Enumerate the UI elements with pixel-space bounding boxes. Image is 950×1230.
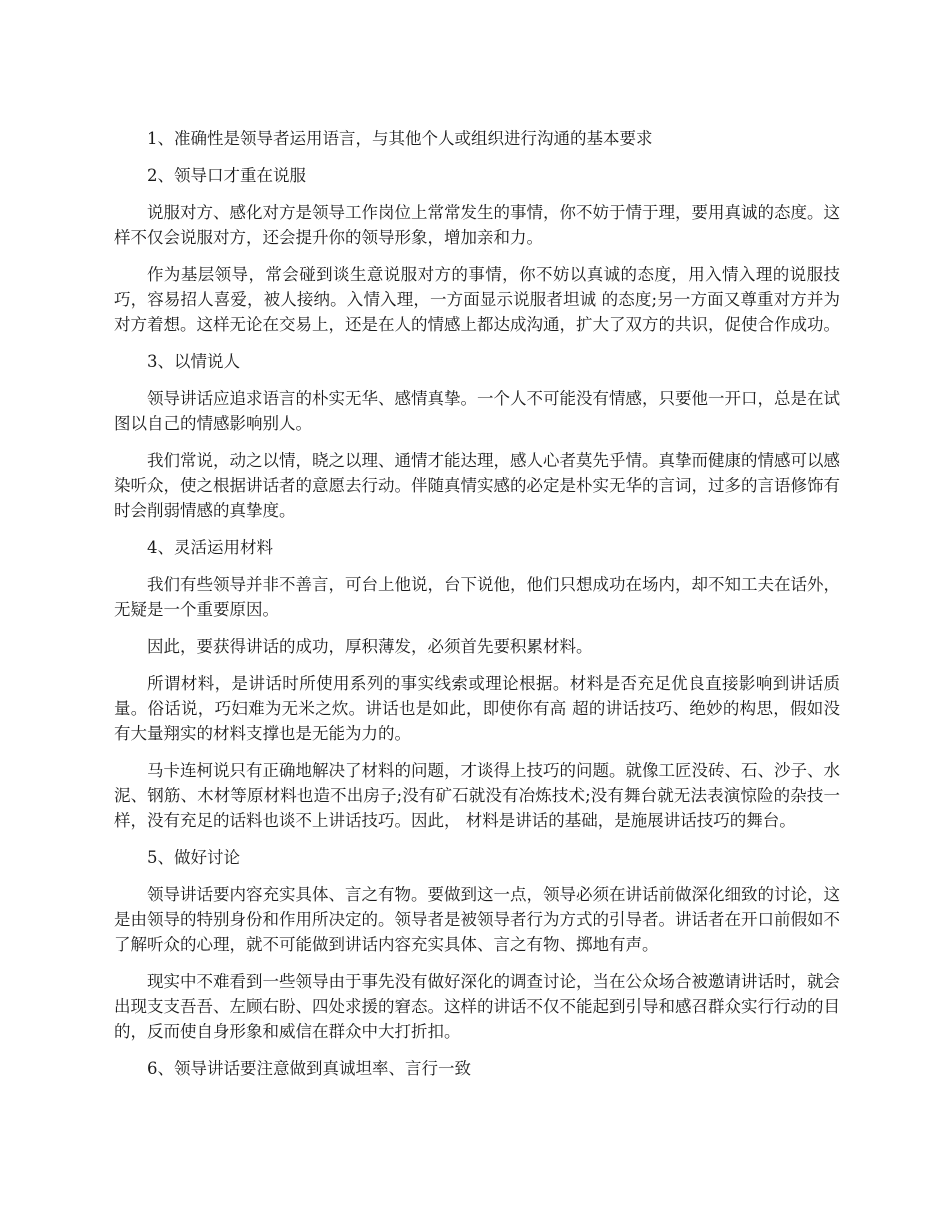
section-heading: 2、领导口才重在说服 xyxy=(147,166,306,185)
section-heading: 3、以情说人 xyxy=(147,352,240,371)
body-paragraph: 因此，要获得讲话的成功，厚积薄发，必须首先要积累材料。 xyxy=(147,637,593,656)
body-paragraph: 说服对方、感化对方是领导工作岗位上常常发生的事情，你不妨于情于理，要用真诚的态度。这样不仅会说服对方，还会提升你的领导形象，增加亲和力。 xyxy=(114,203,840,247)
body-paragraph: 我们常说，动之以情，晓之以理、通情才能达理，感人心者莫先乎情。真挚而健康的情感可以感染听众，使之根据讲话者的意愿去行动。伴随真情实感的必定是朴实无华的言词，过多的言语修饰有时会削弱情感的真挚度。 xyxy=(114,451,840,520)
body-paragraph: 我们有些领导并非不善言，可台上他说，台下说他，他们只想成功在场内，却不知工夫在话外，无疑是一个重要原因。 xyxy=(114,575,840,619)
body-paragraph: 所谓材料，是讲话时所使用系列的事实线索或理论根据。材料是否充足优良直接影响到讲话质量。俗话说，巧妇难为无米之炊。讲话也是如此，即使你有高 超的讲话技巧、绝妙的构思，假如没有大量翔实的材料支撑也是无能为力的。 xyxy=(114,674,840,743)
section-heading: 4、灵活运用材料 xyxy=(147,538,273,557)
body-paragraph: 现实中不难看到一些领导由于事先没有做好深化的调查讨论，当在公众场合被邀请讲话时，就会出现支支吾吾、左顾右盼、四处求援的窘态。这样的讲话不仅不能起到引导和感召群众实行行动的目的，反而使自身形象和威信在群众中大打折扣。 xyxy=(114,972,840,1041)
section-heading: 5、做好讨论 xyxy=(147,848,240,867)
body-paragraph: 领导讲话应追求语言的朴实无华、感情真挚。一个人不可能没有情感，只要他一开口，总是在试图以自己的情感影响别人。 xyxy=(114,389,840,433)
body-paragraph: 领导讲话要内容充实具体、言之有物。要做到这一点，领导必须在讲话前做深化细致的讨论，这是由领导的特别身份和作用所决定的。领导者是被领导者行为方式的引导者。讲话者在开口前假如不了解听众的心理，就不可能做到讲话内容充实具体、言之有物、掷地有声。 xyxy=(114,885,840,954)
section-heading: 6、领导讲话要注意做到真诚坦率、言行一致 xyxy=(147,1059,471,1078)
body-paragraph: 作为基层领导，常会碰到谈生意说服对方的事情，你不妨以真诚的态度，用入情入理的说服技巧，容易招人喜爱，被人接纳。入情入理，一方面显示说服者坦诚 的态度;另一方面又尊重对方并为对方着想。这样无论在交易上，还是在人的情感上都达成沟通，扩大了双方的共识，促使合作成功。 xyxy=(114,265,840,334)
document-body xyxy=(114,126,840,1093)
item-heading: 1、准确性是领导者运用语言，与其他个人或组织进行沟通的基本要求 xyxy=(147,129,653,148)
body-paragraph: 马卡连柯说只有正确地解决了材料的问题，才谈得上技巧的问题。就像工匠没砖、石、沙子、水泥、钢筋、木材等原材料也造不出房子;没有矿石就没有冶炼技术;没有舞台就无法表演惊险的杂技一样，没有充足的话料也谈不上讲话技巧。因此， 材料是讲话的基础，是施展讲话技巧的舞台。 xyxy=(114,761,840,830)
